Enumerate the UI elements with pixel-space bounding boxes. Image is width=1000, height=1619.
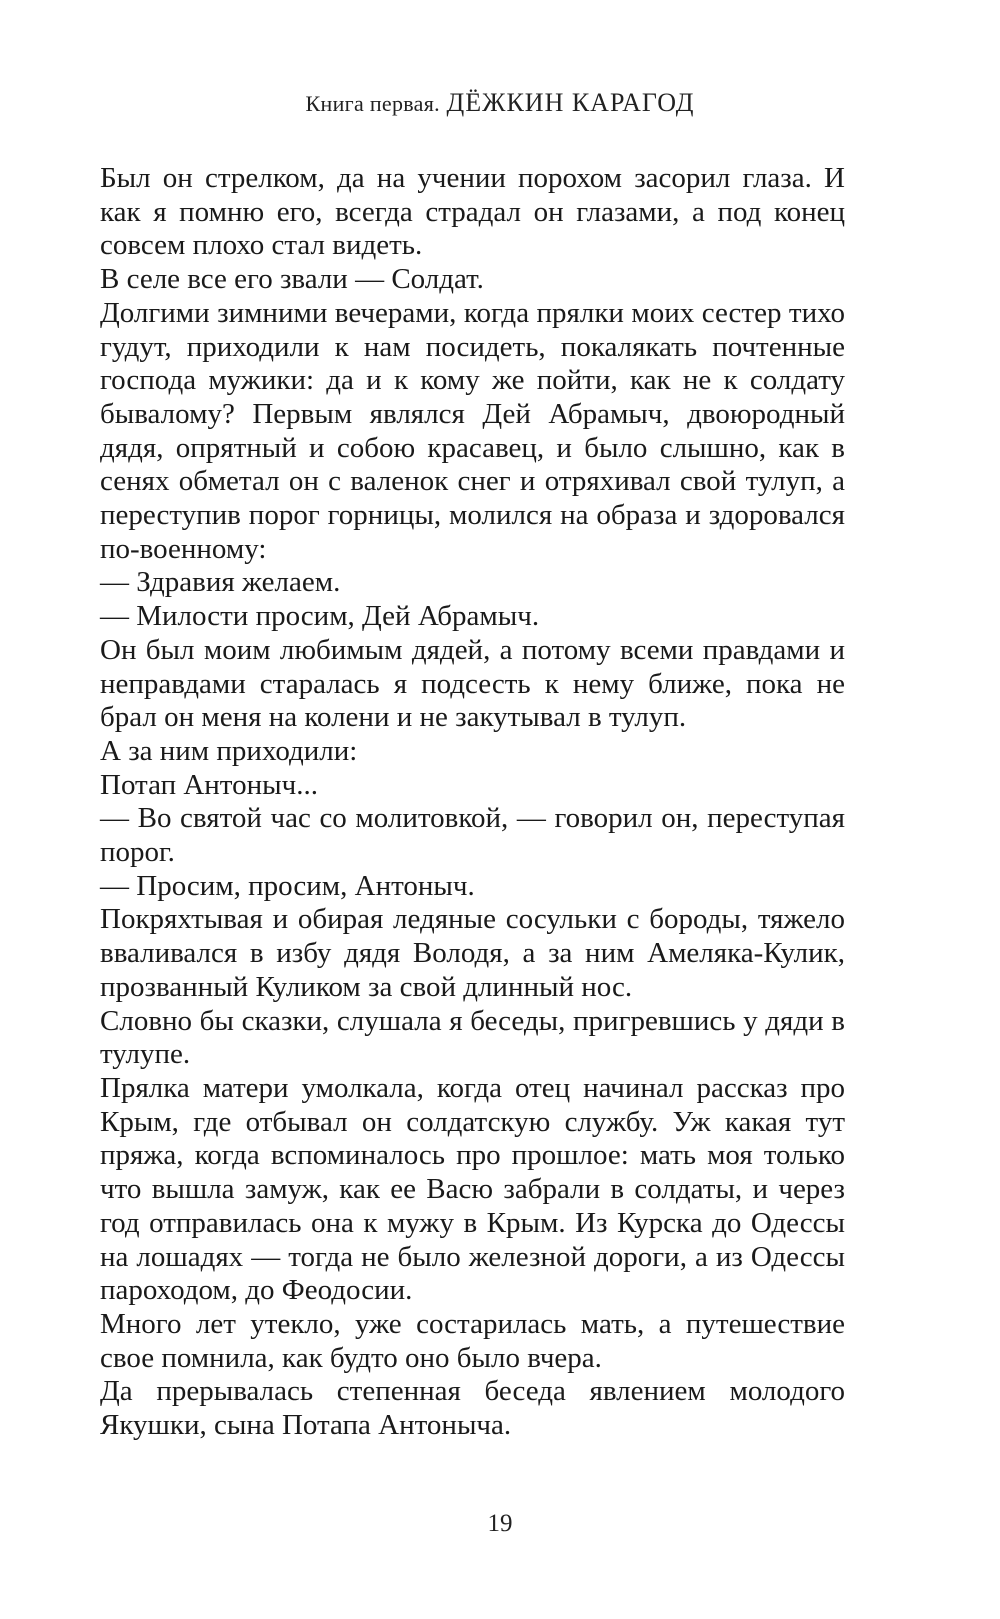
book-title: ДЁЖКИН КАРАГОД [446,88,695,117]
paragraph: Долгими зимними вечерами, когда прялки моих сестер тихо гудут, приходили к нам посидеть, покалякать почтенные господа мужики: да и к кому же пойти, как не к солдату бывалому? Первым являлся Дей Абрамыч, двоюродный дядя, опрятный и собою красавец, и было слышно, как в сенях обметал он с валенок снег и отряхивал свой тулуп, а переступив порог горницы, молился на образа и здоровался по-военному: [100,296,845,565]
running-head [0,88,1000,118]
paragraph: Потап Антоныч... [100,768,318,801]
paragraph: Да прерывалась степенная беседа явлением молодого Якушки, сына Потапа Антоныча. [100,1375,845,1442]
dialogue-line: — Милости просим, Дей Абрамыч. [100,600,540,633]
page-number: 19 [487,1510,513,1537]
paragraph: Покряхтывая и обирая ледяные сосульки с бороды, тяжело вваливался в избу дядя Володя, а за ним Амеляка-Кулик, прозванный Куликом за свой длинный нос. [100,903,845,1003]
paragraph: Прялка матери умолкала, когда отец начинал рассказ про Крым, где отбывал он солдатскую службу. Уж какая тут пряжа, когда вспоминалось про прошлое: мать моя только что вышла замуж, как ее Васю забрали в солдаты, и через год отправилась она к мужу в Крым. Из Курска до Одессы на лошадях — тогда не было железной дороги, а из Одессы пароходом, до Феодосии. [100,1071,845,1307]
paragraph: Много лет утекло, уже состарилась мать, а путешествие свое помнила, как будто оно было вчера. [100,1307,845,1374]
page-body [100,162,845,1443]
paragraph: В селе все его звали — Солдат. [100,263,484,296]
dialogue-line: — Во святой час со молитовкой, — говорил он, переступая порог. [100,802,845,869]
book-label: Книга первая. [305,91,440,116]
paragraph: Был он стрелком, да на учении порохом засорил глаза. И как я помню его, всегда страдал он глазами, а под конец совсем плохо стал видеть. [100,162,845,262]
paragraph: Словно бы сказки, слушала я беседы, пригревшись у дяди в тулупе. [100,1004,845,1071]
paragraph: А за ним приходили: [100,734,358,767]
paragraph: Он был моим любимым дядей, а потому всеми правдами и неправдами старалась я подсесть к нему ближе, пока не брал он меня на колени и не закутывал в тулуп. [100,633,845,734]
dialogue-line: — Здравия желаем. [100,566,341,599]
dialogue-line: — Просим, просим, Антоныч. [100,869,475,902]
